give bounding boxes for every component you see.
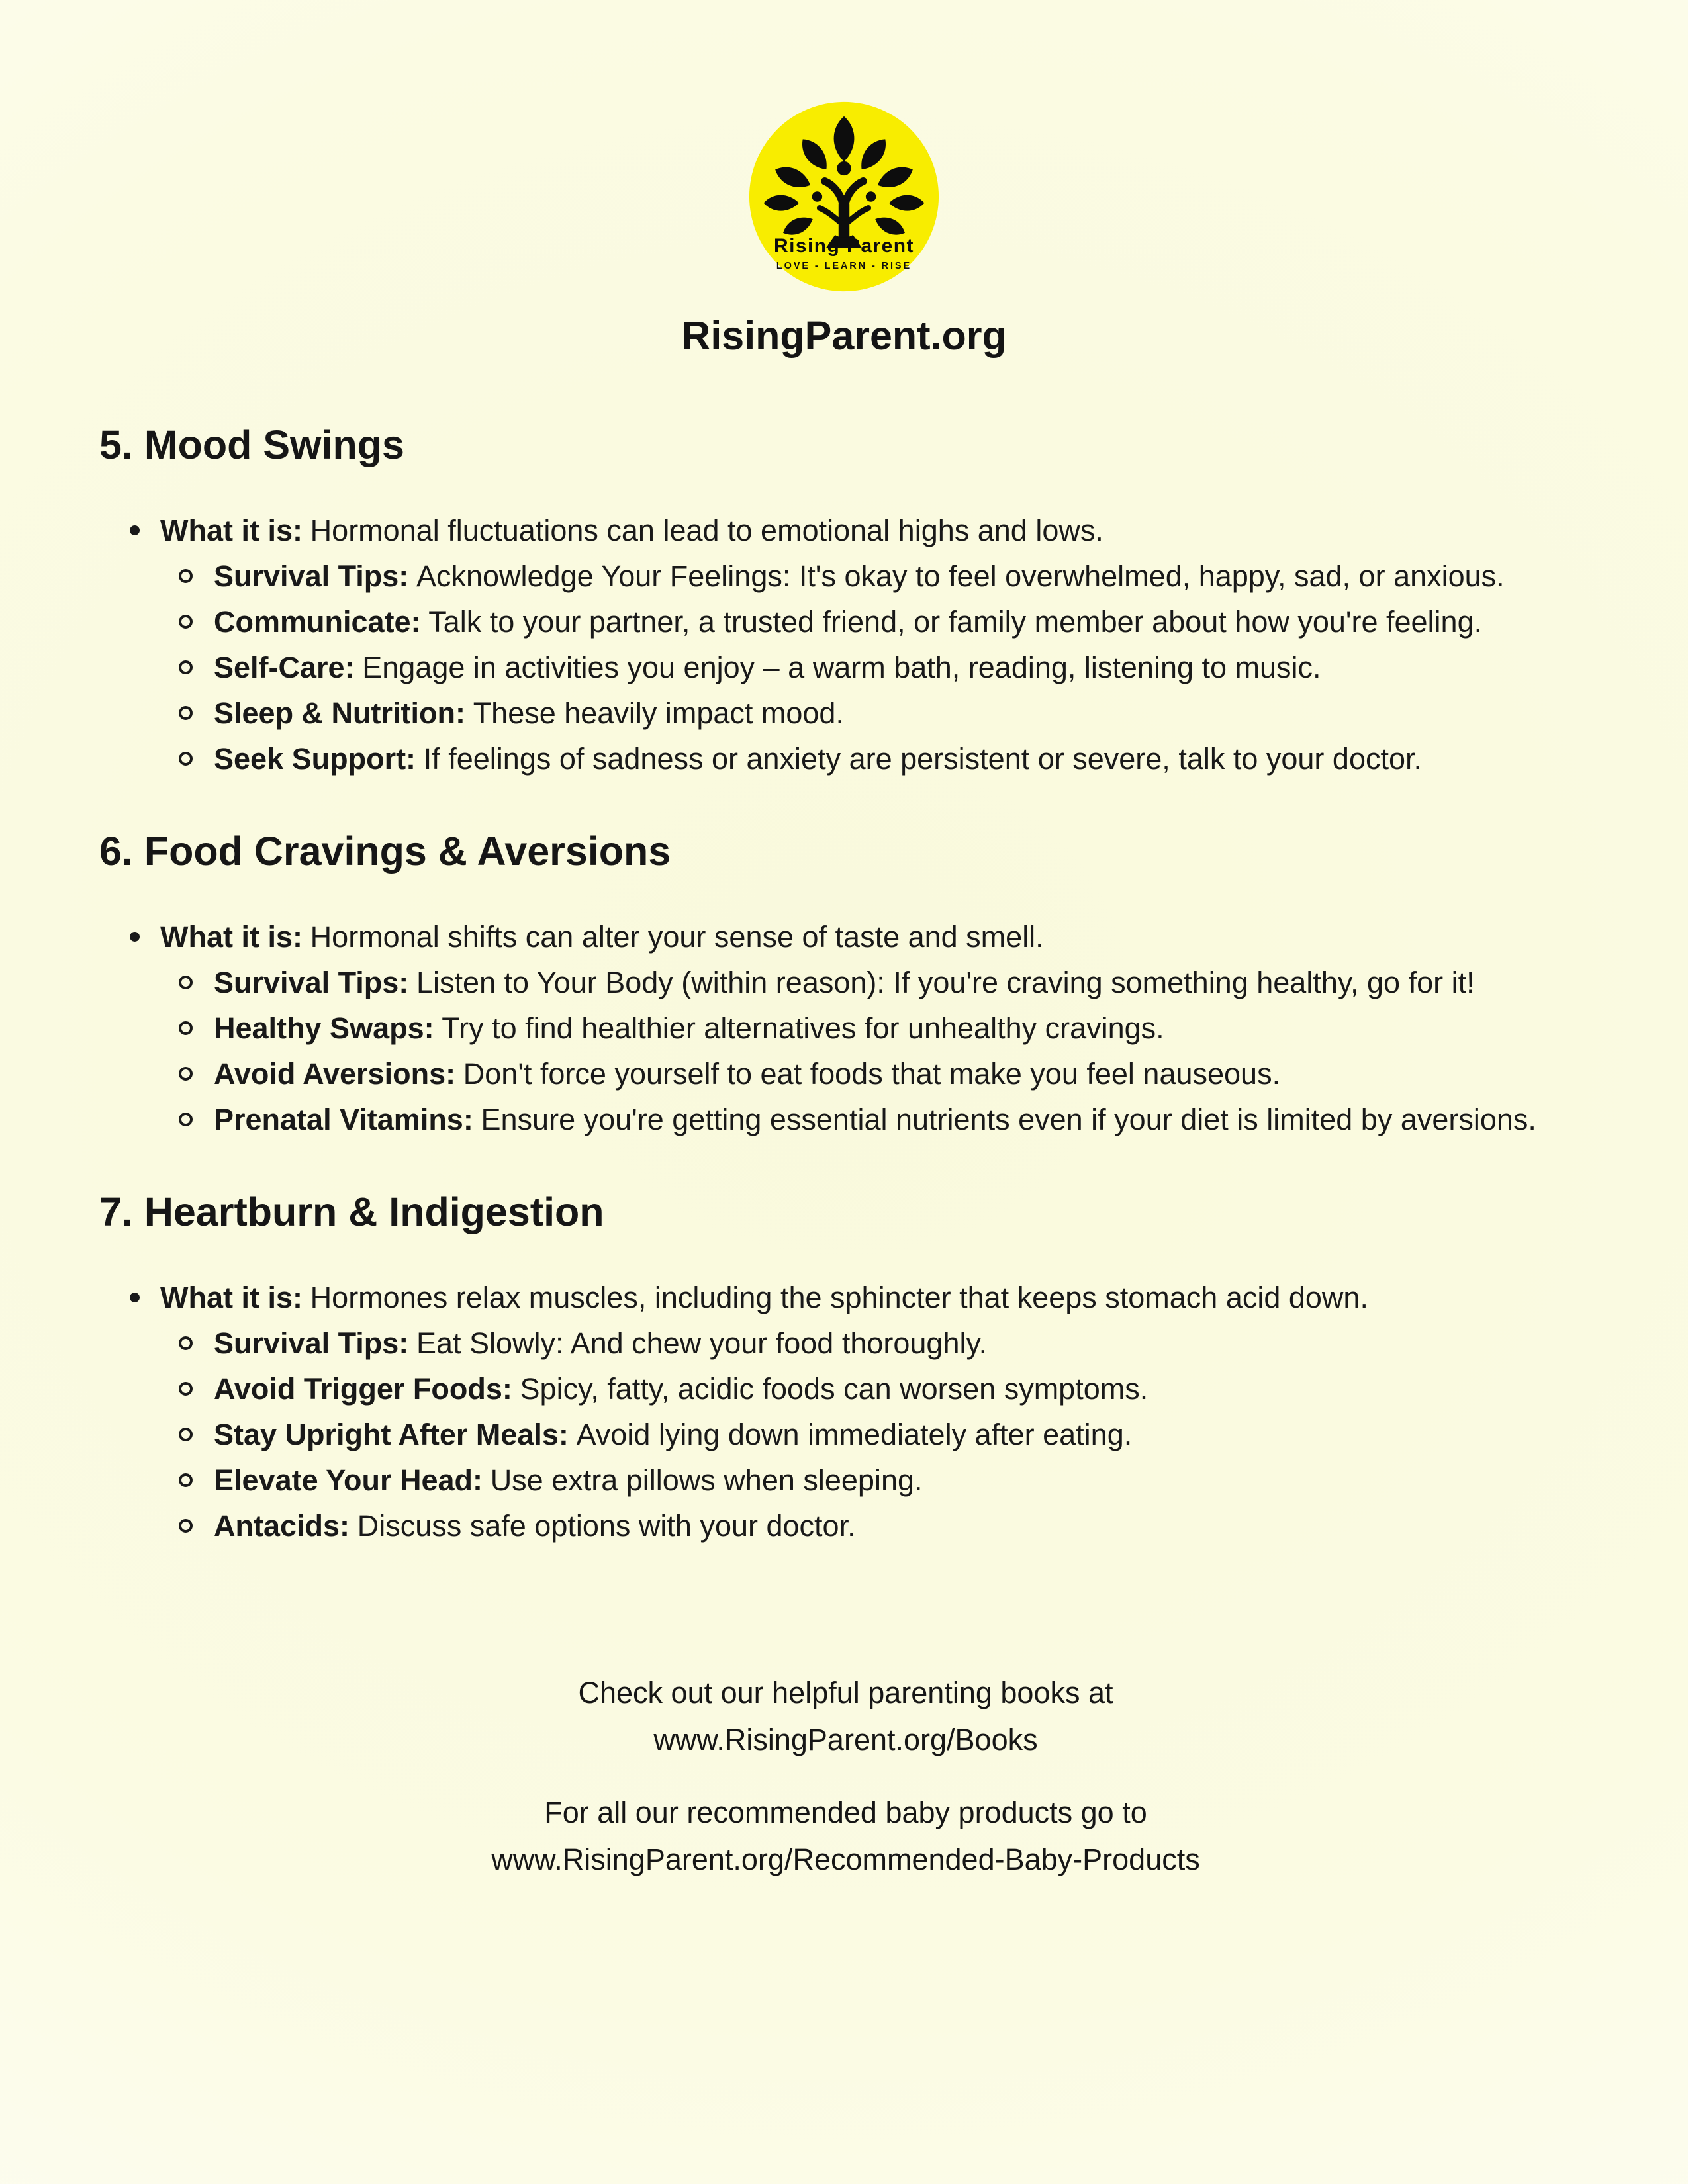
list-item [99,599,1592,645]
footer-books-url: www.RisingParent.org/Books [653,1723,1038,1756]
list-item [99,1503,1592,1549]
item-label: Stay Upright After Meals: [214,1418,569,1451]
item-text: Use extra pillows when sleeping. [490,1463,923,1497]
item-text: Hormonal shifts can alter your sense of taste and smell. [310,920,1044,954]
item-label: Self-Care: [214,651,355,684]
list-item [99,1051,1592,1097]
item-text: Eat Slowly: And chew your food thoroughly. [416,1326,988,1360]
rising-parent-logo [748,101,940,293]
item-label: Communicate: [214,605,421,639]
section-heading: 6. Food Cravings & Aversions [99,829,671,874]
section-food-cravings [99,830,1592,1142]
section-heading: 5. Mood Swings [99,422,404,467]
footer-products-text: For all our recommended baby products go to [544,1796,1147,1829]
item-text: Don't force yourself to eat foods that make you feel nauseous. [463,1057,1281,1091]
list-item [99,914,1592,960]
item-text: Hormonal fluctuations can lead to emotional highs and lows. [310,514,1103,547]
item-label: Survival Tips: [214,1326,409,1360]
logo-tagline: LOVE - LEARN - RISE [776,261,912,272]
item-text: Discuss safe options with your doctor. [357,1509,856,1543]
list-item [99,1005,1592,1051]
item-text: Avoid lying down immediately after eating. [576,1418,1133,1451]
list-item [99,1275,1592,1320]
list-item [99,1457,1592,1503]
item-label: What it is: [160,1281,303,1314]
list-item [99,736,1592,782]
item-label: Sleep & Nutrition: [214,696,465,730]
item-label: Seek Support: [214,742,416,776]
item-text: Listen to Your Body (within reason): If you're craving something healthy, go for it! [416,966,1475,999]
item-label: Survival Tips: [214,966,409,999]
page-footer [99,1669,1592,1883]
document-content [0,424,1688,1883]
item-text: Engage in activities you enjoy – a warm bath, reading, listening to music. [362,651,1321,684]
item-label: Survival Tips: [214,559,409,593]
item-label: Avoid Trigger Foods: [214,1372,512,1406]
item-text: Ensure you're getting essential nutrients even if your diet is limited by aversions. [481,1103,1536,1136]
list-item [99,690,1592,736]
section-heading: 7. Heartburn & Indigestion [99,1189,604,1234]
footer-products-url: www.RisingParent.org/Recommended-Baby-Products [491,1843,1200,1876]
footer-books-text: Check out our helpful parenting books at [578,1676,1113,1709]
section-mood-swings [99,424,1592,782]
item-text: If feelings of sadness or anxiety are persistent or severe, talk to your doctor. [423,742,1423,776]
item-label: Avoid Aversions: [214,1057,456,1091]
item-text: Hormones relax muscles, including the sphincter that keeps stomach acid down. [310,1281,1368,1314]
item-text: Try to find healthier alternatives for unhealthy cravings. [442,1011,1164,1045]
logo-title: Rising Parent [774,235,914,257]
section-heartburn [99,1191,1592,1549]
section-list [99,914,1592,1142]
item-label: What it is: [160,920,303,954]
list-item [99,508,1592,553]
section-list [99,508,1592,782]
list-item [99,553,1592,599]
section-list [99,1275,1592,1549]
item-label: Elevate Your Head: [214,1463,483,1497]
list-item [99,645,1592,690]
logo-image [748,101,940,293]
list-item [99,1366,1592,1412]
list-item [99,1320,1592,1366]
item-text: Spicy, fatty, acidic foods can worsen symptoms. [520,1372,1149,1406]
item-label: Healthy Swaps: [214,1011,434,1045]
item-label: What it is: [160,514,303,547]
list-item [99,1097,1592,1142]
item-text: Acknowledge Your Feelings: It's okay to feel overwhelmed, happy, sad, or anxious. [416,559,1505,593]
item-text: Talk to your partner, a trusted friend, or family member about how you're feeling. [428,605,1483,639]
item-label: Prenatal Vitamins: [214,1103,473,1136]
item-label: Antacids: [214,1509,350,1543]
list-item [99,960,1592,1005]
list-item [99,1412,1592,1457]
item-text: These heavily impact mood. [473,696,844,730]
site-title: RisingParent.org [681,313,1007,358]
